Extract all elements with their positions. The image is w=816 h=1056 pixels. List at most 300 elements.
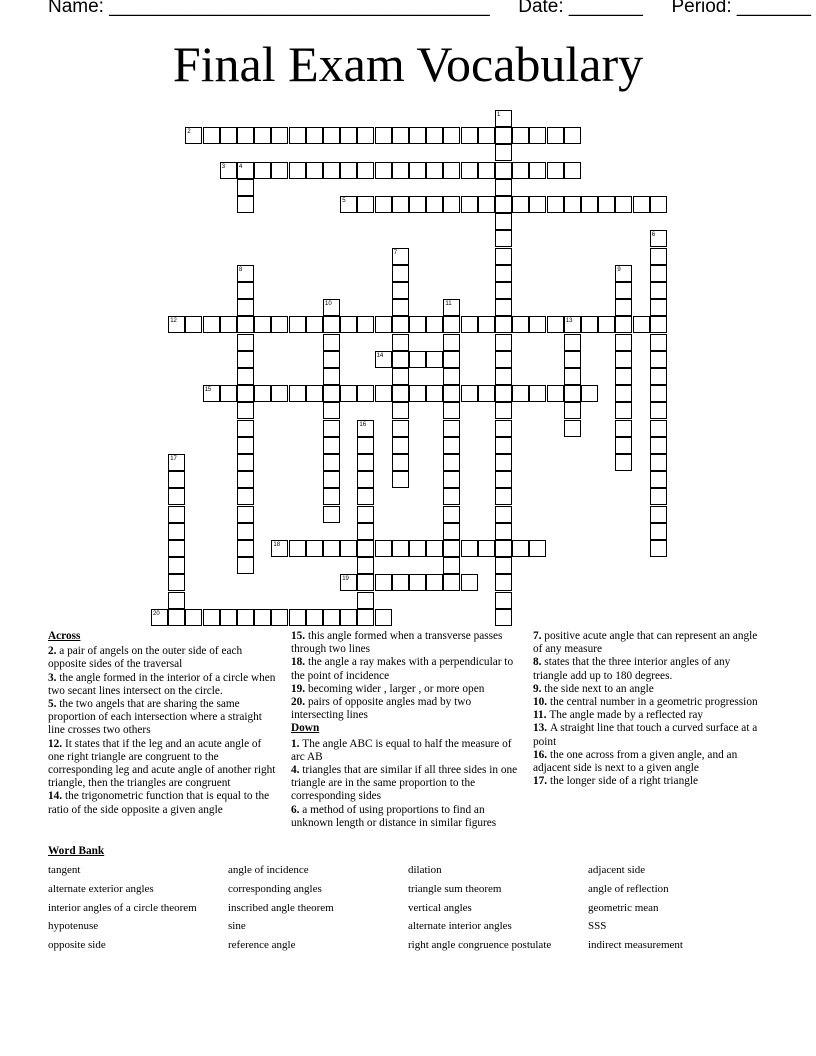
crossword-cell[interactable] xyxy=(375,574,392,591)
crossword-cell[interactable] xyxy=(650,299,667,316)
crossword-cell[interactable] xyxy=(650,351,667,368)
crossword-cell[interactable] xyxy=(495,334,512,351)
crossword-cell[interactable] xyxy=(220,609,237,626)
crossword-cell[interactable] xyxy=(512,540,529,557)
crossword-cell[interactable] xyxy=(615,454,632,471)
crossword-cell[interactable] xyxy=(409,540,426,557)
crossword-cell[interactable] xyxy=(495,471,512,488)
crossword-cell[interactable] xyxy=(426,162,443,179)
crossword-cell[interactable] xyxy=(203,316,220,333)
crossword-cell[interactable] xyxy=(650,265,667,282)
crossword-cell[interactable] xyxy=(443,162,460,179)
crossword-cell[interactable] xyxy=(289,609,306,626)
crossword-cell[interactable] xyxy=(564,368,581,385)
crossword-cell[interactable] xyxy=(168,471,185,488)
crossword-cell[interactable] xyxy=(650,488,667,505)
across-clue xyxy=(291,696,523,722)
crossword-cell[interactable] xyxy=(323,540,340,557)
crossword-cell[interactable] xyxy=(375,385,392,402)
crossword-cell[interactable] xyxy=(495,385,512,402)
crossword-cell[interactable] xyxy=(392,574,409,591)
crossword-cell[interactable] xyxy=(547,196,564,213)
crossword-cell[interactable] xyxy=(237,299,254,316)
crossword-cell[interactable] xyxy=(443,196,460,213)
crossword-cell[interactable] xyxy=(650,437,667,454)
crossword-cell[interactable] xyxy=(443,368,460,385)
clue-number-label: 10 xyxy=(325,301,332,308)
crossword-cell[interactable] xyxy=(237,523,254,540)
clue-text: the trigonometric function that is equal to the ratio of the side opposite a given angle xyxy=(48,790,270,816)
crossword-cell[interactable] xyxy=(512,196,529,213)
crossword-cell[interactable] xyxy=(461,316,478,333)
crossword-cell[interactable] xyxy=(495,488,512,505)
crossword-cell[interactable] xyxy=(650,282,667,299)
crossword-cell[interactable] xyxy=(529,162,546,179)
clues-column-2 xyxy=(291,630,523,830)
crossword-cell[interactable] xyxy=(357,574,374,591)
crossword-cell[interactable] xyxy=(633,196,650,213)
crossword-cell[interactable] xyxy=(254,162,271,179)
crossword-cell[interactable] xyxy=(443,334,460,351)
crossword-cell[interactable] xyxy=(495,248,512,265)
crossword-cell[interactable] xyxy=(323,368,340,385)
crossword-cell[interactable] xyxy=(340,162,357,179)
crossword-cell[interactable] xyxy=(392,540,409,557)
crossword-cell[interactable] xyxy=(357,506,374,523)
crossword-cell[interactable] xyxy=(392,420,409,437)
crossword-cell[interactable] xyxy=(323,488,340,505)
crossword-cell[interactable] xyxy=(203,127,220,144)
crossword-cell[interactable] xyxy=(615,368,632,385)
crossword-cell[interactable] xyxy=(495,265,512,282)
crossword-cell[interactable] xyxy=(564,402,581,419)
crossword-cell[interactable] xyxy=(357,127,374,144)
crossword-cell[interactable] xyxy=(650,316,667,333)
clue-text: A straight line that touch a curved surface at a point xyxy=(533,722,758,748)
crossword-cell[interactable] xyxy=(443,127,460,144)
crossword-cell[interactable] xyxy=(392,437,409,454)
down-clue xyxy=(533,709,759,722)
crossword-cell[interactable] xyxy=(237,179,254,196)
crossword-cell[interactable] xyxy=(478,162,495,179)
crossword-cell[interactable] xyxy=(289,540,306,557)
word-bank-item: sine xyxy=(228,920,246,933)
crossword-cell[interactable] xyxy=(495,368,512,385)
crossword-cell[interactable] xyxy=(340,127,357,144)
clue-number-label: 3 xyxy=(221,163,226,170)
crossword-cell[interactable] xyxy=(443,488,460,505)
crossword-cell[interactable] xyxy=(289,127,306,144)
word-bank-item: corresponding angles xyxy=(228,882,322,895)
crossword-cell[interactable] xyxy=(375,316,392,333)
crossword-cell[interactable] xyxy=(237,282,254,299)
crossword-cell[interactable] xyxy=(357,540,374,557)
clue-number-label: 6 xyxy=(651,232,656,239)
crossword-cell[interactable] xyxy=(168,557,185,574)
crossword-cell[interactable] xyxy=(564,351,581,368)
crossword-cell[interactable] xyxy=(650,334,667,351)
crossword-cell[interactable] xyxy=(598,316,615,333)
crossword-cell[interactable] xyxy=(392,299,409,316)
crossword-cell[interactable] xyxy=(650,402,667,419)
crossword-cell[interactable] xyxy=(495,454,512,471)
crossword-cell[interactable] xyxy=(478,196,495,213)
crossword-cell[interactable] xyxy=(168,540,185,557)
crossword-cell[interactable] xyxy=(650,196,667,213)
crossword-cell[interactable] xyxy=(461,385,478,402)
crossword-cell[interactable] xyxy=(237,471,254,488)
crossword-cell[interactable] xyxy=(426,316,443,333)
across-clue xyxy=(48,790,278,816)
crossword-cell[interactable] xyxy=(461,196,478,213)
crossword-cell[interactable] xyxy=(650,248,667,265)
crossword-cell[interactable] xyxy=(220,385,237,402)
word-bank-item: triangle sum theorem xyxy=(408,882,502,895)
crossword-cell[interactable] xyxy=(650,523,667,540)
crossword-cell[interactable] xyxy=(564,420,581,437)
crossword-cell[interactable] xyxy=(392,334,409,351)
crossword-cell[interactable] xyxy=(168,574,185,591)
crossword-cell[interactable] xyxy=(426,351,443,368)
crossword-cell[interactable] xyxy=(478,316,495,333)
crossword-cell[interactable] xyxy=(237,540,254,557)
crossword-cell[interactable] xyxy=(409,162,426,179)
date-field[interactable]: Date: _______ xyxy=(518,0,643,17)
crossword-cell[interactable] xyxy=(564,162,581,179)
crossword-cell[interactable] xyxy=(495,299,512,316)
crossword-cell[interactable] xyxy=(340,316,357,333)
crossword-cell[interactable] xyxy=(461,162,478,179)
crossword-cell[interactable] xyxy=(168,609,185,626)
crossword-cell[interactable] xyxy=(615,420,632,437)
crossword-cell[interactable] xyxy=(615,196,632,213)
crossword-cell[interactable] xyxy=(323,162,340,179)
crossword-cell[interactable] xyxy=(289,162,306,179)
clue-number: 7. xyxy=(533,630,545,642)
crossword-cell[interactable] xyxy=(392,162,409,179)
clue-text: the angle a ray makes with a perpendicular to the point of incidence xyxy=(291,656,514,682)
down-clue xyxy=(533,749,759,775)
crossword-cell[interactable] xyxy=(443,471,460,488)
crossword-cell[interactable] xyxy=(409,127,426,144)
crossword-cell[interactable] xyxy=(478,540,495,557)
crossword-cell[interactable] xyxy=(168,506,185,523)
crossword-cell[interactable] xyxy=(495,127,512,144)
crossword-cell[interactable] xyxy=(512,316,529,333)
crossword-cell[interactable] xyxy=(495,437,512,454)
word-bank-item: angle of reflection xyxy=(588,882,669,895)
crossword-cell[interactable] xyxy=(237,437,254,454)
across-clue xyxy=(48,698,278,738)
crossword-cell[interactable] xyxy=(409,385,426,402)
crossword-cell[interactable] xyxy=(237,385,254,402)
crossword-cell[interactable] xyxy=(271,316,288,333)
crossword-cell[interactable] xyxy=(512,162,529,179)
crossword-cell[interactable] xyxy=(323,471,340,488)
crossword-cell[interactable] xyxy=(357,523,374,540)
period-field[interactable]: Period: _______ xyxy=(671,0,811,17)
crossword-cell[interactable] xyxy=(271,162,288,179)
crossword-cell[interactable] xyxy=(495,213,512,230)
crossword-cell[interactable] xyxy=(306,162,323,179)
crossword-cell[interactable] xyxy=(323,437,340,454)
clue-number-label: 8 xyxy=(239,266,243,273)
crossword-cell[interactable] xyxy=(495,523,512,540)
crossword-cell[interactable] xyxy=(357,437,374,454)
crossword-cell[interactable] xyxy=(357,162,374,179)
crossword-cell[interactable] xyxy=(529,196,546,213)
word-bank-item: indirect measurement xyxy=(588,939,683,952)
crossword-cell[interactable] xyxy=(495,540,512,557)
crossword-cell[interactable] xyxy=(650,420,667,437)
word-bank-item: dilation xyxy=(408,864,442,876)
crossword-cell[interactable] xyxy=(357,385,374,402)
crossword-cell[interactable] xyxy=(392,196,409,213)
crossword-cell[interactable] xyxy=(306,609,323,626)
crossword-cell[interactable] xyxy=(495,402,512,419)
down-clue xyxy=(533,630,759,656)
crossword-cell[interactable] xyxy=(581,196,598,213)
crossword-cell[interactable] xyxy=(237,402,254,419)
crossword-cell[interactable] xyxy=(495,420,512,437)
crossword-cell[interactable] xyxy=(443,557,460,574)
crossword-cell[interactable] xyxy=(323,506,340,523)
crossword-cell[interactable] xyxy=(409,574,426,591)
crossword-cell[interactable] xyxy=(254,316,271,333)
crossword-cell[interactable] xyxy=(323,402,340,419)
crossword-cell[interactable] xyxy=(340,609,357,626)
crossword-cell[interactable] xyxy=(375,127,392,144)
crossword-cell[interactable] xyxy=(547,316,564,333)
crossword-cell[interactable] xyxy=(237,316,254,333)
crossword-cell[interactable] xyxy=(495,351,512,368)
clue-number: 17. xyxy=(533,775,550,788)
crossword-cell[interactable] xyxy=(650,454,667,471)
crossword-cell[interactable] xyxy=(547,127,564,144)
crossword-cell[interactable] xyxy=(495,557,512,574)
crossword-cell[interactable] xyxy=(323,351,340,368)
clue-number: 1. xyxy=(291,737,303,750)
word-bank-item: alternate interior angles xyxy=(408,920,512,933)
crossword-cell[interactable] xyxy=(237,506,254,523)
crossword-cell[interactable] xyxy=(443,574,460,591)
crossword-cell[interactable] xyxy=(529,316,546,333)
crossword-cell[interactable] xyxy=(323,127,340,144)
crossword-cell[interactable] xyxy=(409,196,426,213)
crossword-cell[interactable] xyxy=(375,162,392,179)
crossword-cell[interactable] xyxy=(271,385,288,402)
across-clue xyxy=(291,683,523,696)
crossword-cell[interactable] xyxy=(529,385,546,402)
crossword-cell[interactable] xyxy=(375,540,392,557)
crossword-cell[interactable] xyxy=(237,351,254,368)
crossword-cell[interactable] xyxy=(254,385,271,402)
crossword-cell[interactable] xyxy=(392,265,409,282)
crossword-cell[interactable] xyxy=(426,574,443,591)
crossword-cell[interactable] xyxy=(237,609,254,626)
crossword-cell[interactable] xyxy=(615,334,632,351)
crossword-cell[interactable] xyxy=(357,488,374,505)
crossword-cell[interactable] xyxy=(323,609,340,626)
crossword-cell[interactable] xyxy=(392,351,409,368)
crossword-cell[interactable] xyxy=(220,127,237,144)
crossword-cell[interactable] xyxy=(237,454,254,471)
crossword-cell[interactable] xyxy=(323,334,340,351)
crossword-cell[interactable] xyxy=(392,385,409,402)
crossword-cell[interactable] xyxy=(220,316,237,333)
crossword-cell[interactable] xyxy=(495,144,512,161)
clue-text: the side next to an angle xyxy=(544,682,654,695)
crossword-cell[interactable] xyxy=(547,385,564,402)
crossword-cell[interactable] xyxy=(357,609,374,626)
crossword-cell[interactable] xyxy=(443,540,460,557)
crossword-cell[interactable] xyxy=(478,127,495,144)
crossword-cell[interactable] xyxy=(443,454,460,471)
crossword-cell[interactable] xyxy=(237,488,254,505)
crossword-cell[interactable] xyxy=(392,471,409,488)
crossword-cell[interactable] xyxy=(168,488,185,505)
crossword-cell[interactable] xyxy=(512,385,529,402)
crossword-cell[interactable] xyxy=(426,196,443,213)
crossword-cell[interactable] xyxy=(426,385,443,402)
crossword-cell[interactable] xyxy=(529,127,546,144)
crossword-cell[interactable] xyxy=(289,316,306,333)
crossword-cell[interactable] xyxy=(443,316,460,333)
crossword-cell[interactable] xyxy=(615,437,632,454)
crossword-cell[interactable] xyxy=(495,282,512,299)
crossword-cell[interactable] xyxy=(426,127,443,144)
crossword-cell[interactable] xyxy=(512,127,529,144)
crossword-cell[interactable] xyxy=(392,402,409,419)
crossword-cell[interactable] xyxy=(357,454,374,471)
crossword-cell[interactable] xyxy=(650,506,667,523)
crossword-cell[interactable] xyxy=(271,127,288,144)
crossword-cell[interactable] xyxy=(633,316,650,333)
crossword-cell[interactable] xyxy=(650,471,667,488)
crossword-cell[interactable] xyxy=(323,454,340,471)
name-field[interactable]: Name: ____________________________________ xyxy=(48,0,490,17)
crossword-cell[interactable] xyxy=(237,127,254,144)
crossword-cell[interactable] xyxy=(581,385,598,402)
crossword-cell[interactable] xyxy=(443,402,460,419)
crossword-cell[interactable] xyxy=(495,179,512,196)
crossword-cell[interactable] xyxy=(529,540,546,557)
clue-number: 10. xyxy=(533,696,550,709)
clue-number-label: 16 xyxy=(359,421,367,428)
crossword-cell[interactable] xyxy=(615,402,632,419)
crossword-cell[interactable] xyxy=(650,540,667,557)
crossword-cell[interactable] xyxy=(495,506,512,523)
crossword-cell[interactable] xyxy=(495,592,512,609)
crossword-cell[interactable] xyxy=(615,316,632,333)
crossword-cell[interactable] xyxy=(615,282,632,299)
crossword-cell[interactable] xyxy=(443,420,460,437)
crossword-cell[interactable] xyxy=(495,316,512,333)
crossword-cell[interactable] xyxy=(615,385,632,402)
crossword-cell[interactable] xyxy=(357,471,374,488)
crossword-cell[interactable] xyxy=(443,523,460,540)
crossword-cell[interactable] xyxy=(237,196,254,213)
crossword-cell[interactable] xyxy=(495,162,512,179)
crossword-cell[interactable] xyxy=(289,385,306,402)
crossword-cell[interactable] xyxy=(564,127,581,144)
crossword-cell[interactable] xyxy=(340,385,357,402)
crossword-cell[interactable] xyxy=(547,162,564,179)
clue-number: 20. xyxy=(291,696,308,709)
crossword-cell[interactable] xyxy=(564,385,581,402)
crossword-cell[interactable] xyxy=(340,540,357,557)
crossword-cell[interactable] xyxy=(254,127,271,144)
crossword-cell[interactable] xyxy=(237,557,254,574)
crossword-cell[interactable] xyxy=(564,196,581,213)
crossword-cell[interactable] xyxy=(598,196,615,213)
crossword-cell[interactable] xyxy=(237,334,254,351)
crossword-cell[interactable] xyxy=(564,334,581,351)
crossword-cell[interactable] xyxy=(306,316,323,333)
crossword-cell[interactable] xyxy=(392,454,409,471)
crossword-cell[interactable] xyxy=(357,592,374,609)
crossword-cell[interactable] xyxy=(495,196,512,213)
crossword-cell[interactable] xyxy=(495,230,512,247)
crossword-cell[interactable] xyxy=(392,316,409,333)
crossword-cell[interactable] xyxy=(581,316,598,333)
crossword-cell[interactable] xyxy=(443,385,460,402)
crossword-cell[interactable] xyxy=(254,609,271,626)
crossword-cell[interactable] xyxy=(306,385,323,402)
crossword-cell[interactable] xyxy=(375,609,392,626)
crossword-cell[interactable] xyxy=(392,127,409,144)
crossword-cell[interactable] xyxy=(357,557,374,574)
clue-number-label: 4 xyxy=(239,163,243,170)
crossword-cell[interactable] xyxy=(615,351,632,368)
crossword-cell[interactable] xyxy=(409,316,426,333)
crossword-cell[interactable] xyxy=(392,282,409,299)
crossword-cell[interactable] xyxy=(443,506,460,523)
crossword-cell[interactable] xyxy=(650,385,667,402)
crossword-cell[interactable] xyxy=(203,609,220,626)
crossword-cell[interactable] xyxy=(650,368,667,385)
crossword-cell[interactable] xyxy=(461,574,478,591)
crossword-cell[interactable] xyxy=(168,592,185,609)
crossword-cell[interactable] xyxy=(237,420,254,437)
crossword-cell[interactable] xyxy=(426,540,443,557)
across-clue xyxy=(48,738,278,791)
crossword-cell[interactable] xyxy=(185,609,202,626)
crossword-cell[interactable] xyxy=(392,368,409,385)
crossword-cell[interactable] xyxy=(306,127,323,144)
crossword-cell[interactable] xyxy=(478,385,495,402)
crossword-cell[interactable] xyxy=(495,574,512,591)
crossword-cell[interactable] xyxy=(443,351,460,368)
crossword-cell[interactable] xyxy=(323,420,340,437)
crossword-cell[interactable] xyxy=(323,316,340,333)
crossword-cell[interactable] xyxy=(495,609,512,626)
crossword-cell[interactable] xyxy=(323,385,340,402)
crossword-cell[interactable] xyxy=(409,351,426,368)
crossword-cell[interactable] xyxy=(168,523,185,540)
crossword-cell[interactable] xyxy=(615,299,632,316)
crossword-cell[interactable] xyxy=(357,316,374,333)
crossword-cell[interactable] xyxy=(357,196,374,213)
crossword-cell[interactable] xyxy=(306,540,323,557)
crossword-cell[interactable] xyxy=(461,540,478,557)
crossword-cell[interactable] xyxy=(443,437,460,454)
crossword-cell[interactable] xyxy=(375,196,392,213)
crossword-cell[interactable] xyxy=(185,316,202,333)
crossword-cell[interactable] xyxy=(461,127,478,144)
crossword-cell[interactable] xyxy=(271,609,288,626)
crossword-cell[interactable] xyxy=(237,368,254,385)
